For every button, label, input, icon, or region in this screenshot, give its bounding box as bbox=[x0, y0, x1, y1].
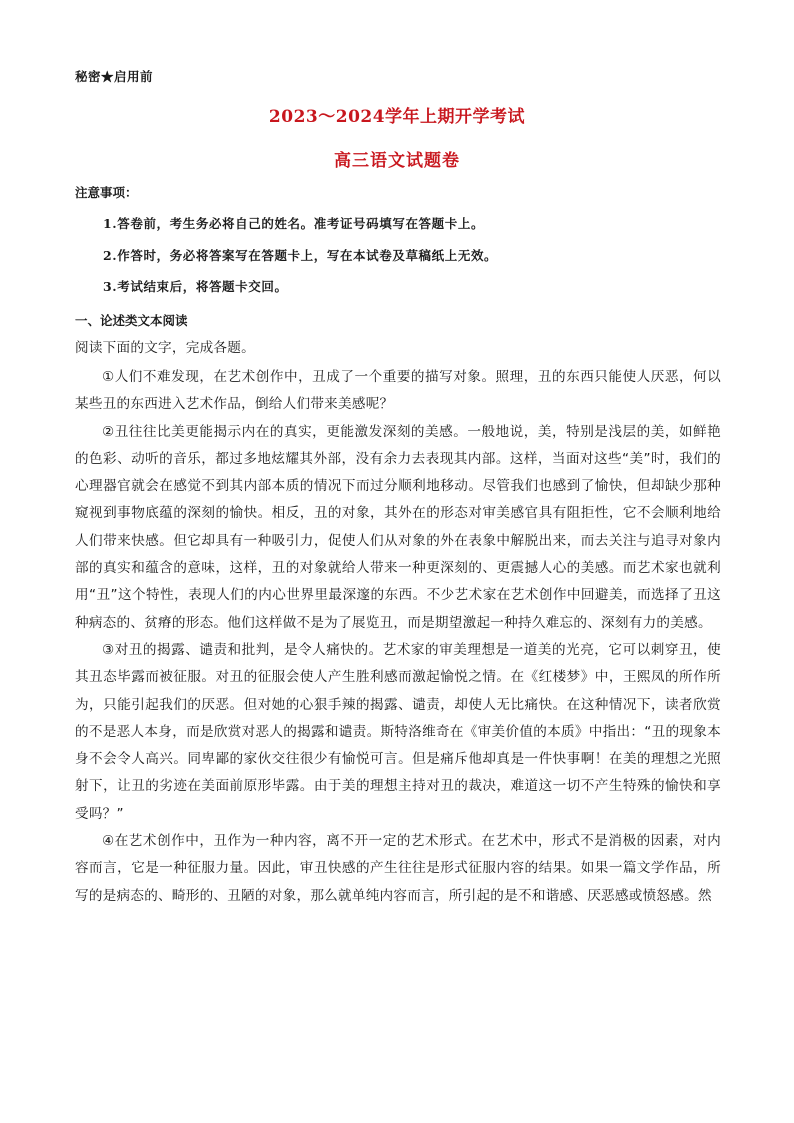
exam-title: 2023～2024学年上期开学考试 bbox=[268, 107, 526, 127]
reading-passage bbox=[75, 364, 721, 910]
section-heading: 一、论述类文本阅读 bbox=[75, 313, 188, 328]
notice-heading: 注意事项： bbox=[75, 185, 138, 200]
notice-item-1: 1.答卷前，考生务必将自己的姓名。准考证号码填写在答题卡上。 bbox=[103, 216, 485, 231]
reading-instruction: 阅读下面的文字，完成各题。 bbox=[75, 340, 255, 356]
passage-paragraph-3: ③对丑的揭露、谴责和批判，是令人痛快的。艺术家的审美理想是一道美的光亮，它可以刺穿丑，使其丑态毕露而被征服。对丑的征服会使人产生胜利感而激起愉悦之情。在《红楼梦》中，王熙凤的所作所为，只能引起我们的厌恶。但对她的心狠手辣的揭露、谴责，却使人无比痛快。在这种情况下，读者欣赏的不是恶人本身，而是欣赏对恶人的揭露和谴责。斯特洛维奇在《审美价值的本质》中指出：“丑的现象本身不会令人高兴。同卑鄙的家伙交往很少有愉悦可言。但是痛斥他却真是一件快事啊！在美的理想之光照射下，让丑的劣迹在美面前原形毕露。由于美的理想主持对丑的裁决，难道这一切不产生特殊的愉快和享受吗？” bbox=[75, 641, 721, 822]
passage-paragraph-4: ④在艺术创作中，丑作为一种内容，离不开一定的艺术形式。在艺术中，形式不是消极的因素，对内容而言，它是一种征服力量。因此，审丑快感的产生往往是形式征服内容的结果。如果一篇文学作品，所写的是病态的、畸形的、丑陋的对象，那么就单纯内容而言，所引起的是不和谐感、厌恶感或愤怒感。然 bbox=[75, 833, 721, 904]
passage-paragraph-2: ②丑往往比美更能揭示内在的真实，更能激发深刻的美感。一般地说，美，特别是浅层的美，如鲜艳的色彩、动听的音乐，都过多地炫耀其外部，没有余力去表现其内部。这样，当面对这些“美”时，我们的心理器官就会在感觉不到其内部本质的情况下而过分顺利地移动。尽管我们也感到了愉快，但却缺少那种窥视到事物底蕴的深刻的愉快。相反，丑的对象，其外在的形态对审美感官具有阻拒性，它不会顺利地给人们带来快感。但它却具有一种吸引力，促使人们从对象的外在表象中解脱出来，而去关注与追寻对象内部的真实和蕴含的意味，这样，丑的对象就给人带来一种更深刻的、更震撼人心的美感。而艺术家也就利用“丑”这个特性，表现人们的内心世界里最深邃的东西。不少艺术家在艺术创作中回避美，而选择了丑这种病态的、贫瘠的形态。他们这样做不是为了展览丑，而是期望激起一种持久难忘的、深刻有力的美感。 bbox=[75, 423, 721, 631]
exam-subtitle: 高三语文试题卷 bbox=[334, 151, 460, 171]
notice-item-2: 2.作答时，务必将答案写在答题卡上，写在本试卷及草稿纸上无效。 bbox=[103, 248, 498, 263]
passage-paragraph-1: ①人们不难发现，在艺术创作中，丑成了一个重要的描写对象。照理，丑的东西只能使人厌恶，何以某些丑的东西进入艺术作品，倒给人们带来美感呢？ bbox=[75, 369, 721, 413]
notice-item-3: 3.考试结束后，将答题卡交回。 bbox=[103, 279, 288, 294]
secret-mark: 秘密★启用前 bbox=[75, 69, 154, 84]
